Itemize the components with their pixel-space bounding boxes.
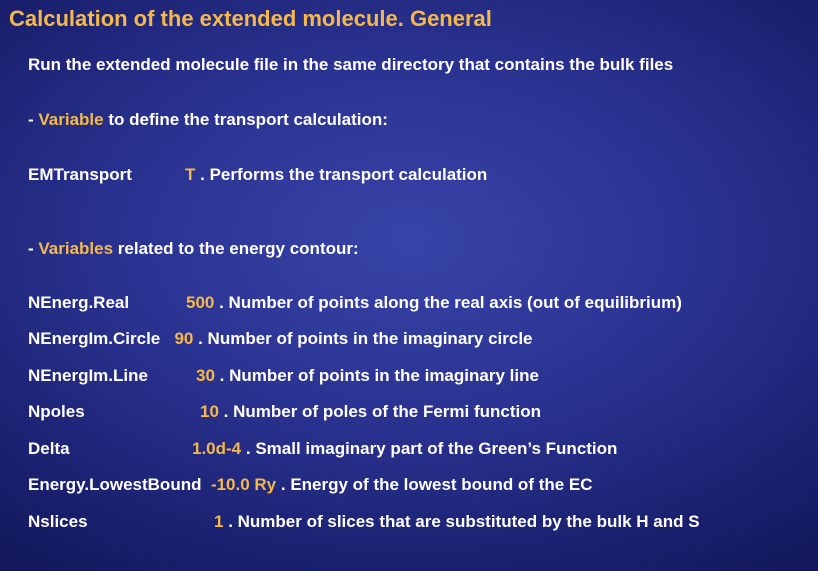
section-energy-contour-heading: [28, 239, 359, 259]
intro-text: Run the extended molecule file in the same directory that contains the bulk files: [28, 55, 674, 74]
param-name-nenerg-real: NEnerg.Real: [28, 293, 130, 312]
section-keyword: Variable: [38, 110, 104, 129]
param-description: . Performs the transport calculation: [200, 165, 488, 184]
section-dash: -: [28, 239, 39, 258]
param-number: 1.0d-4: [192, 439, 242, 458]
section-rest: to define the transport calculation:: [103, 110, 388, 129]
param-description: . Number of poles of the Fermi function: [223, 402, 541, 421]
section-dash: -: [28, 110, 39, 129]
section-transport-heading: [28, 110, 388, 130]
section-rest: related to the energy contour:: [113, 239, 359, 258]
param-name-nslices: Nslices: [28, 512, 88, 531]
param-description: . Small imaginary part of the Green’s Function: [245, 439, 618, 458]
param-name-energy-lowestbound: [28, 475, 593, 495]
param-number: 1: [214, 512, 224, 531]
param-number: 30: [196, 366, 215, 385]
slide-title: Calculation of the extended molecule. General: [9, 6, 492, 31]
section-keyword: Variables: [38, 239, 114, 258]
param-value-nenergim-line: [196, 366, 539, 386]
param-value-nslices: [214, 512, 700, 532]
param-number: 90: [174, 329, 194, 348]
param-value-nenerg-real: [186, 293, 682, 313]
param-value-npoles: [200, 402, 541, 422]
param-description: . Number of points along the real axis (out of equilibrium): [219, 293, 682, 312]
param-description: . Number of slices that are substituted by the bulk H and S: [228, 512, 700, 531]
param-name-nenergim-circle: [28, 329, 533, 349]
param-number: 10: [200, 402, 219, 421]
param-name-emtransport: EMTransport: [28, 165, 132, 184]
param-number: 500: [186, 293, 215, 312]
param-description: . Energy of the lowest bound of the EC: [280, 475, 593, 494]
param-description: . Number of points in the imaginary line: [219, 366, 539, 385]
param-value-emtransport: [185, 165, 487, 185]
param-number: -10.0 Ry: [210, 475, 277, 494]
param-description: . Number of points in the imaginary circle: [198, 329, 533, 348]
param-name-delta: Delta: [28, 439, 70, 458]
param-name-text: NEnergIm.Circle: [28, 329, 161, 348]
param-name-nenergim-line: NEnergIm.Line: [28, 366, 148, 385]
param-number: T: [185, 165, 196, 184]
param-value-delta: [192, 439, 617, 459]
param-name-npoles: Npoles: [28, 402, 85, 421]
param-name-text: Energy.LowestBound: [28, 475, 202, 494]
